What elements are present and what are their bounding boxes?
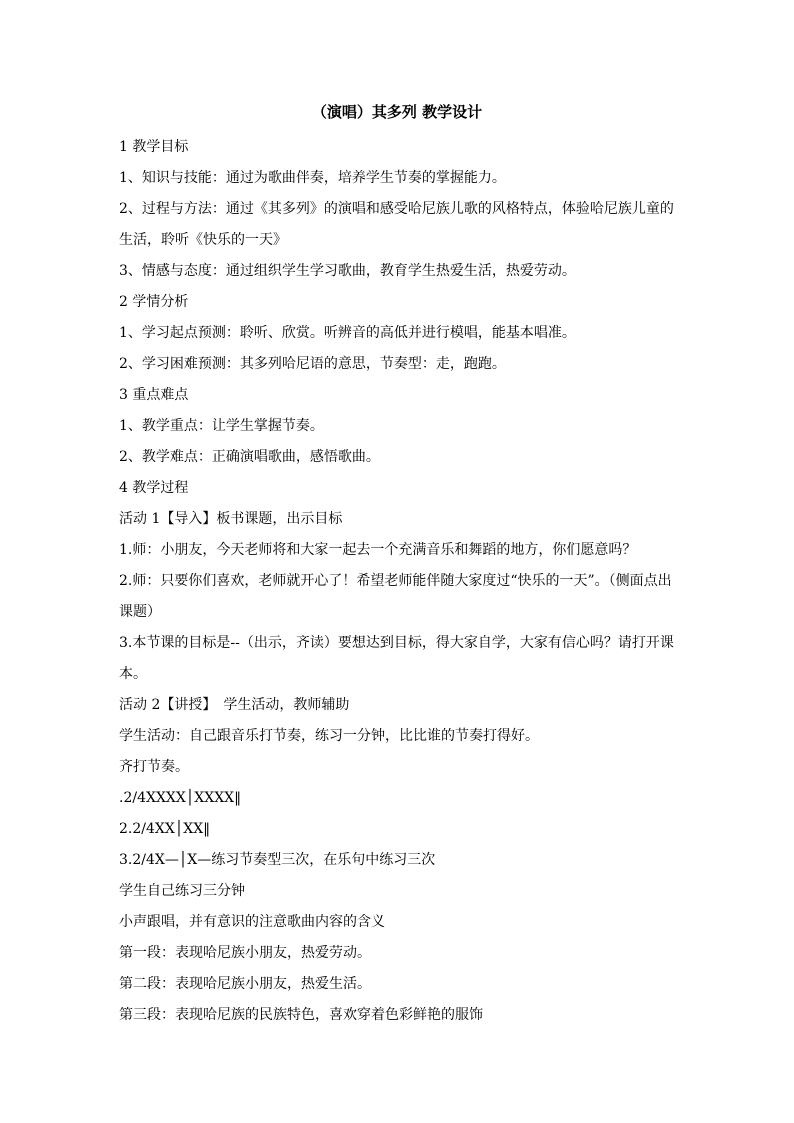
paragraph: 第一段：表现哈尼族小朋友，热爱劳动。 (119, 945, 371, 961)
paragraph: 1、教学重点：让学生掌握节奏。 (119, 418, 324, 434)
section-heading-key-points: 3 重点难点 (119, 387, 189, 403)
paragraph: 第二段：表现哈尼族小朋友，热爱生活。 (119, 976, 371, 992)
paragraph: 3.本节课的目标是--（出示，齐读）要想达到目标，得大家自学，大家有信心吗？请打开课 (119, 635, 674, 651)
paragraph: 小声跟唱，并有意识的注意歌曲内容的含义 (119, 914, 385, 930)
document-title: （演唱）其多列 教学设计 (311, 103, 483, 121)
paragraph: 1、知识与技能：通过为歌曲伴奏，培养学生节奏的掌握能力。 (119, 170, 506, 186)
activity-heading: 活动 1【导入】板书课题，出示目标 (119, 511, 343, 527)
paragraph: 2、过程与方法：通过《其多列》的演唱和感受哈尼族儿歌的风格特点，体验哈尼族儿童的 (119, 201, 674, 217)
section-heading-analysis: 2 学情分析 (119, 294, 189, 310)
rhythm-line: 2.2/4XX│XX‖ (119, 821, 211, 837)
paragraph: 3、情感与态度：通过组织学生学习歌曲，教育学生热爱生活，热爱劳动。 (119, 263, 576, 279)
paragraph: 课题） (119, 604, 161, 620)
rhythm-line: .2/4XXXX│XXXX‖ (119, 790, 242, 806)
paragraph: 第三段：表现哈尼族的民族特色，喜欢穿着色彩鲜艳的服饰 (119, 1007, 483, 1023)
paragraph: 1.师：小朋友，今天老师将和大家一起去一个充满音乐和舞蹈的地方，你们愿意吗？ (119, 542, 637, 558)
paragraph: 2.师：只要你们喜欢，老师就开心了！希望老师能伴随大家度过“快乐的一天”。（侧面点出 (119, 573, 672, 589)
section-heading-objectives: 1 教学目标 (119, 139, 189, 155)
paragraph: 2、学习困难预测：其多列哈尼语的意思，节奏型：走，跑跑。 (119, 356, 506, 372)
section-heading-process: 4 教学过程 (119, 480, 189, 496)
paragraph: 2、教学难点：正确演唱歌曲，感悟歌曲。 (119, 449, 380, 465)
paragraph: 本。 (119, 666, 147, 682)
paragraph: 齐打节奏。 (119, 759, 189, 775)
paragraph: 1、学习起点预测：聆听、欣赏。听辨音的高低并进行模唱，能基本唱准。 (119, 325, 576, 341)
paragraph: 学生活动：自己跟音乐打节奏，练习一分钟，比比谁的节奏打得好。 (119, 728, 539, 744)
document-body (119, 132, 677, 1031)
activity-heading: 活动 2【讲授】 学生活动，教师辅助 (119, 697, 350, 713)
rhythm-line: 3.2/4X—│X—练习节奏型三次，在乐句中练习三次 (119, 852, 436, 868)
paragraph: 学生自己练习三分钟 (119, 883, 245, 899)
paragraph: 生活，聆听《快乐的一天》 (119, 232, 287, 248)
